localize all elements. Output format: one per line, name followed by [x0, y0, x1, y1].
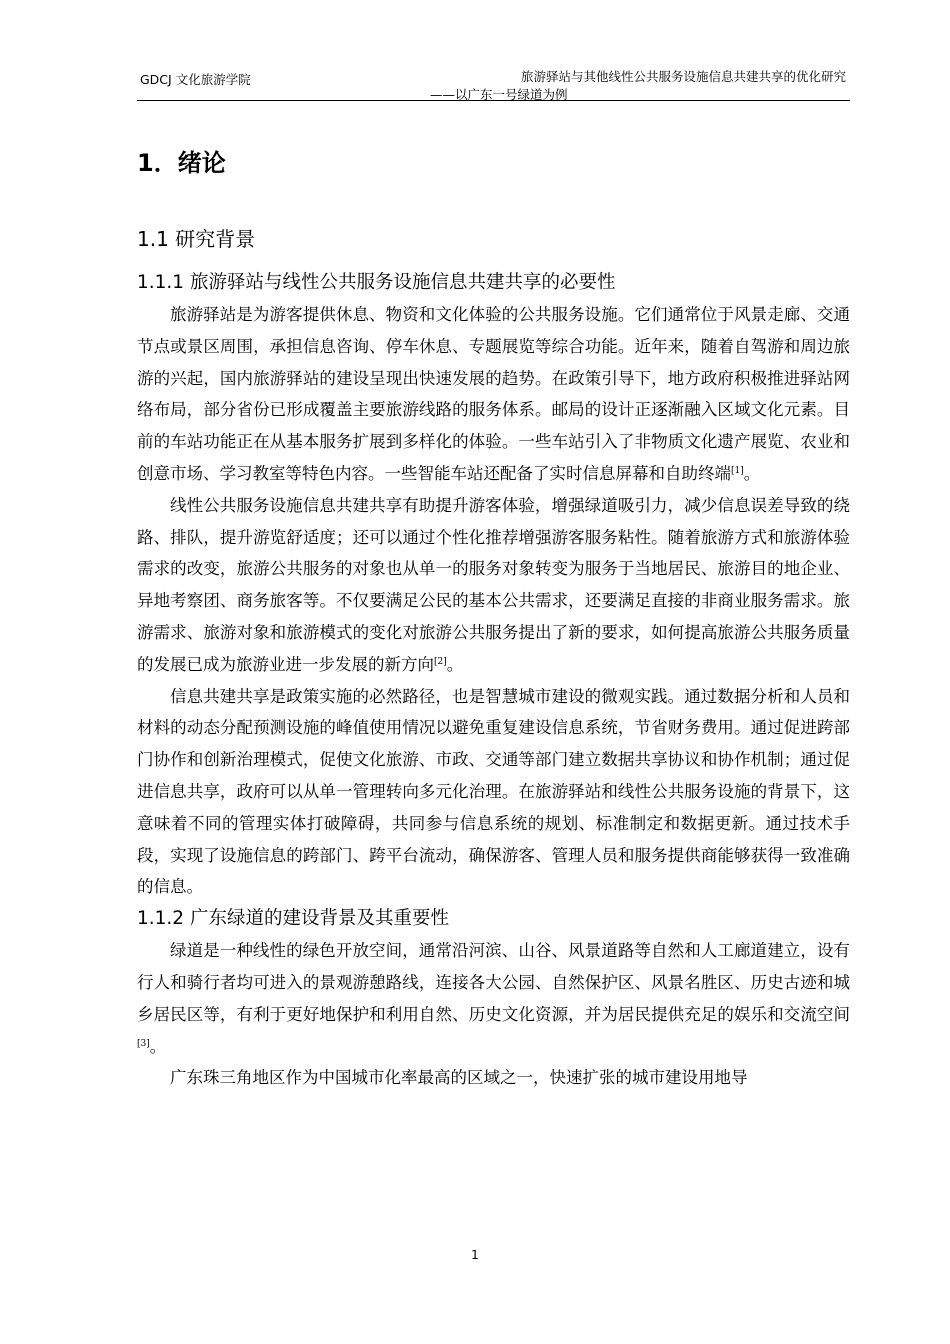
paragraph: 信息共建共享是政策实施的必然路径，也是智慧城市建设的微观实践。通过数据分析和人员和材料的动态分配预测设施的峰值使用情况以避免重复建设信息系统，节省财务费用。通过促进跨部门协作和创新治理模式，促使文化旅游、市政、交通等部门建立数据共享协议和协作机制；通过促进信息共享，政府可以从单一管理转向多元化治理。在旅游驿站和线性公共服务设施的背景下，这意味着不同的管理实体打破障碍，共同参与信息系统的规划、标准制定和数据更新。通过技术手段，实现了设施信息的跨部门、跨平台流动，确保游客、管理人员和服务提供商能够获得一致准确的信息。: [137, 686, 850, 897]
header-school-name: GDCJ 文化旅游学院: [140, 72, 251, 87]
paragraph: 旅游驿站是为游客提供休息、物资和文化体验的公共服务设施。它们通常位于风景走廊、交通节点或景区周围，承担信息咨询、停车休息、专题展览等综合功能。近年来，随着自驾游和周边旅游的兴起，国内旅游驿站的建设呈现出快速发展的趋势。在政策引导下，地方政府积极推进驿站网络布局，部分省份已形成覆盖主要旅游线路的服务体系。邮局的设计正逐渐融入区域文化元素。目前的车站功能正在从基本服务扩展到多样化的体验。一些车站引入了非物质文化遗产展览、农业和创意市场、学习教室等特色内容。一些智能车站还配备了实时信息屏幕和自助终端[1]。: [137, 305, 850, 483]
citation-ref: [2]: [434, 656, 447, 667]
subsection-heading-1-1-1: 1.1.1 旅游驿站与线性公共服务设施信息共建共享的必要性: [137, 272, 616, 293]
chapter-title: 1．绪论: [137, 149, 226, 177]
page-number: 1: [471, 1248, 479, 1262]
header-divider: [137, 100, 850, 101]
citation-ref: [3]: [137, 1038, 150, 1049]
paragraph: 绿道是一种线性的绿色开放空间，通常沿河滨、山谷、风景道路等自然和人工廊道建立，设有行人和骑行者均可进入的景观游憩路线，连接各大公园、自然保护区、风景名胜区、历史古迹和城乡居民区等，有利于更好地保护和利用自然、历史文化资源，并为居民提供充足的娱乐和交流空间[3]。: [137, 941, 850, 1056]
header-title-line2: ——以广东一号绿道为例: [430, 87, 568, 102]
citation-ref: [1]: [731, 465, 744, 476]
subsection-heading-1-1-2: 1.1.2 广东绿道的建设背景及其重要性: [137, 908, 449, 930]
header-title-line1: 旅游驿站与其他线性公共服务设施信息共建共享的优化研究: [520, 69, 846, 84]
header-paper-title: [430, 68, 846, 104]
paragraph: 线性公共服务设施信息共建共享有助提升游客体验，增强绿道吸引力，减少信息误差导致的绕路、排队，提升游览舒适度；还可以通过个性化推荐增强游客服务粘性。随着旅游方式和旅游体验需求的改变，旅游公共服务的对象也从单一的服务对象转变为服务于当地居民、旅游目的地企业、异地考察团、商务旅客等。不仅要满足公民的基本公共需求，还要满足直接的非商业服务需求。旅游需求、旅游对象和旅游模式的变化对旅游公共服务提出了新的要求，如何提高旅游公共服务质量的发展已成为旅游业进一步发展的新方向[2]。: [137, 495, 850, 674]
page-body: [137, 140, 850, 1094]
paragraph: 广东珠三角地区作为中国城市化率最高的区域之一，快速扩张的城市建设用地导: [170, 1068, 748, 1088]
section-heading-1-1: 1.1 研究背景: [137, 227, 256, 251]
